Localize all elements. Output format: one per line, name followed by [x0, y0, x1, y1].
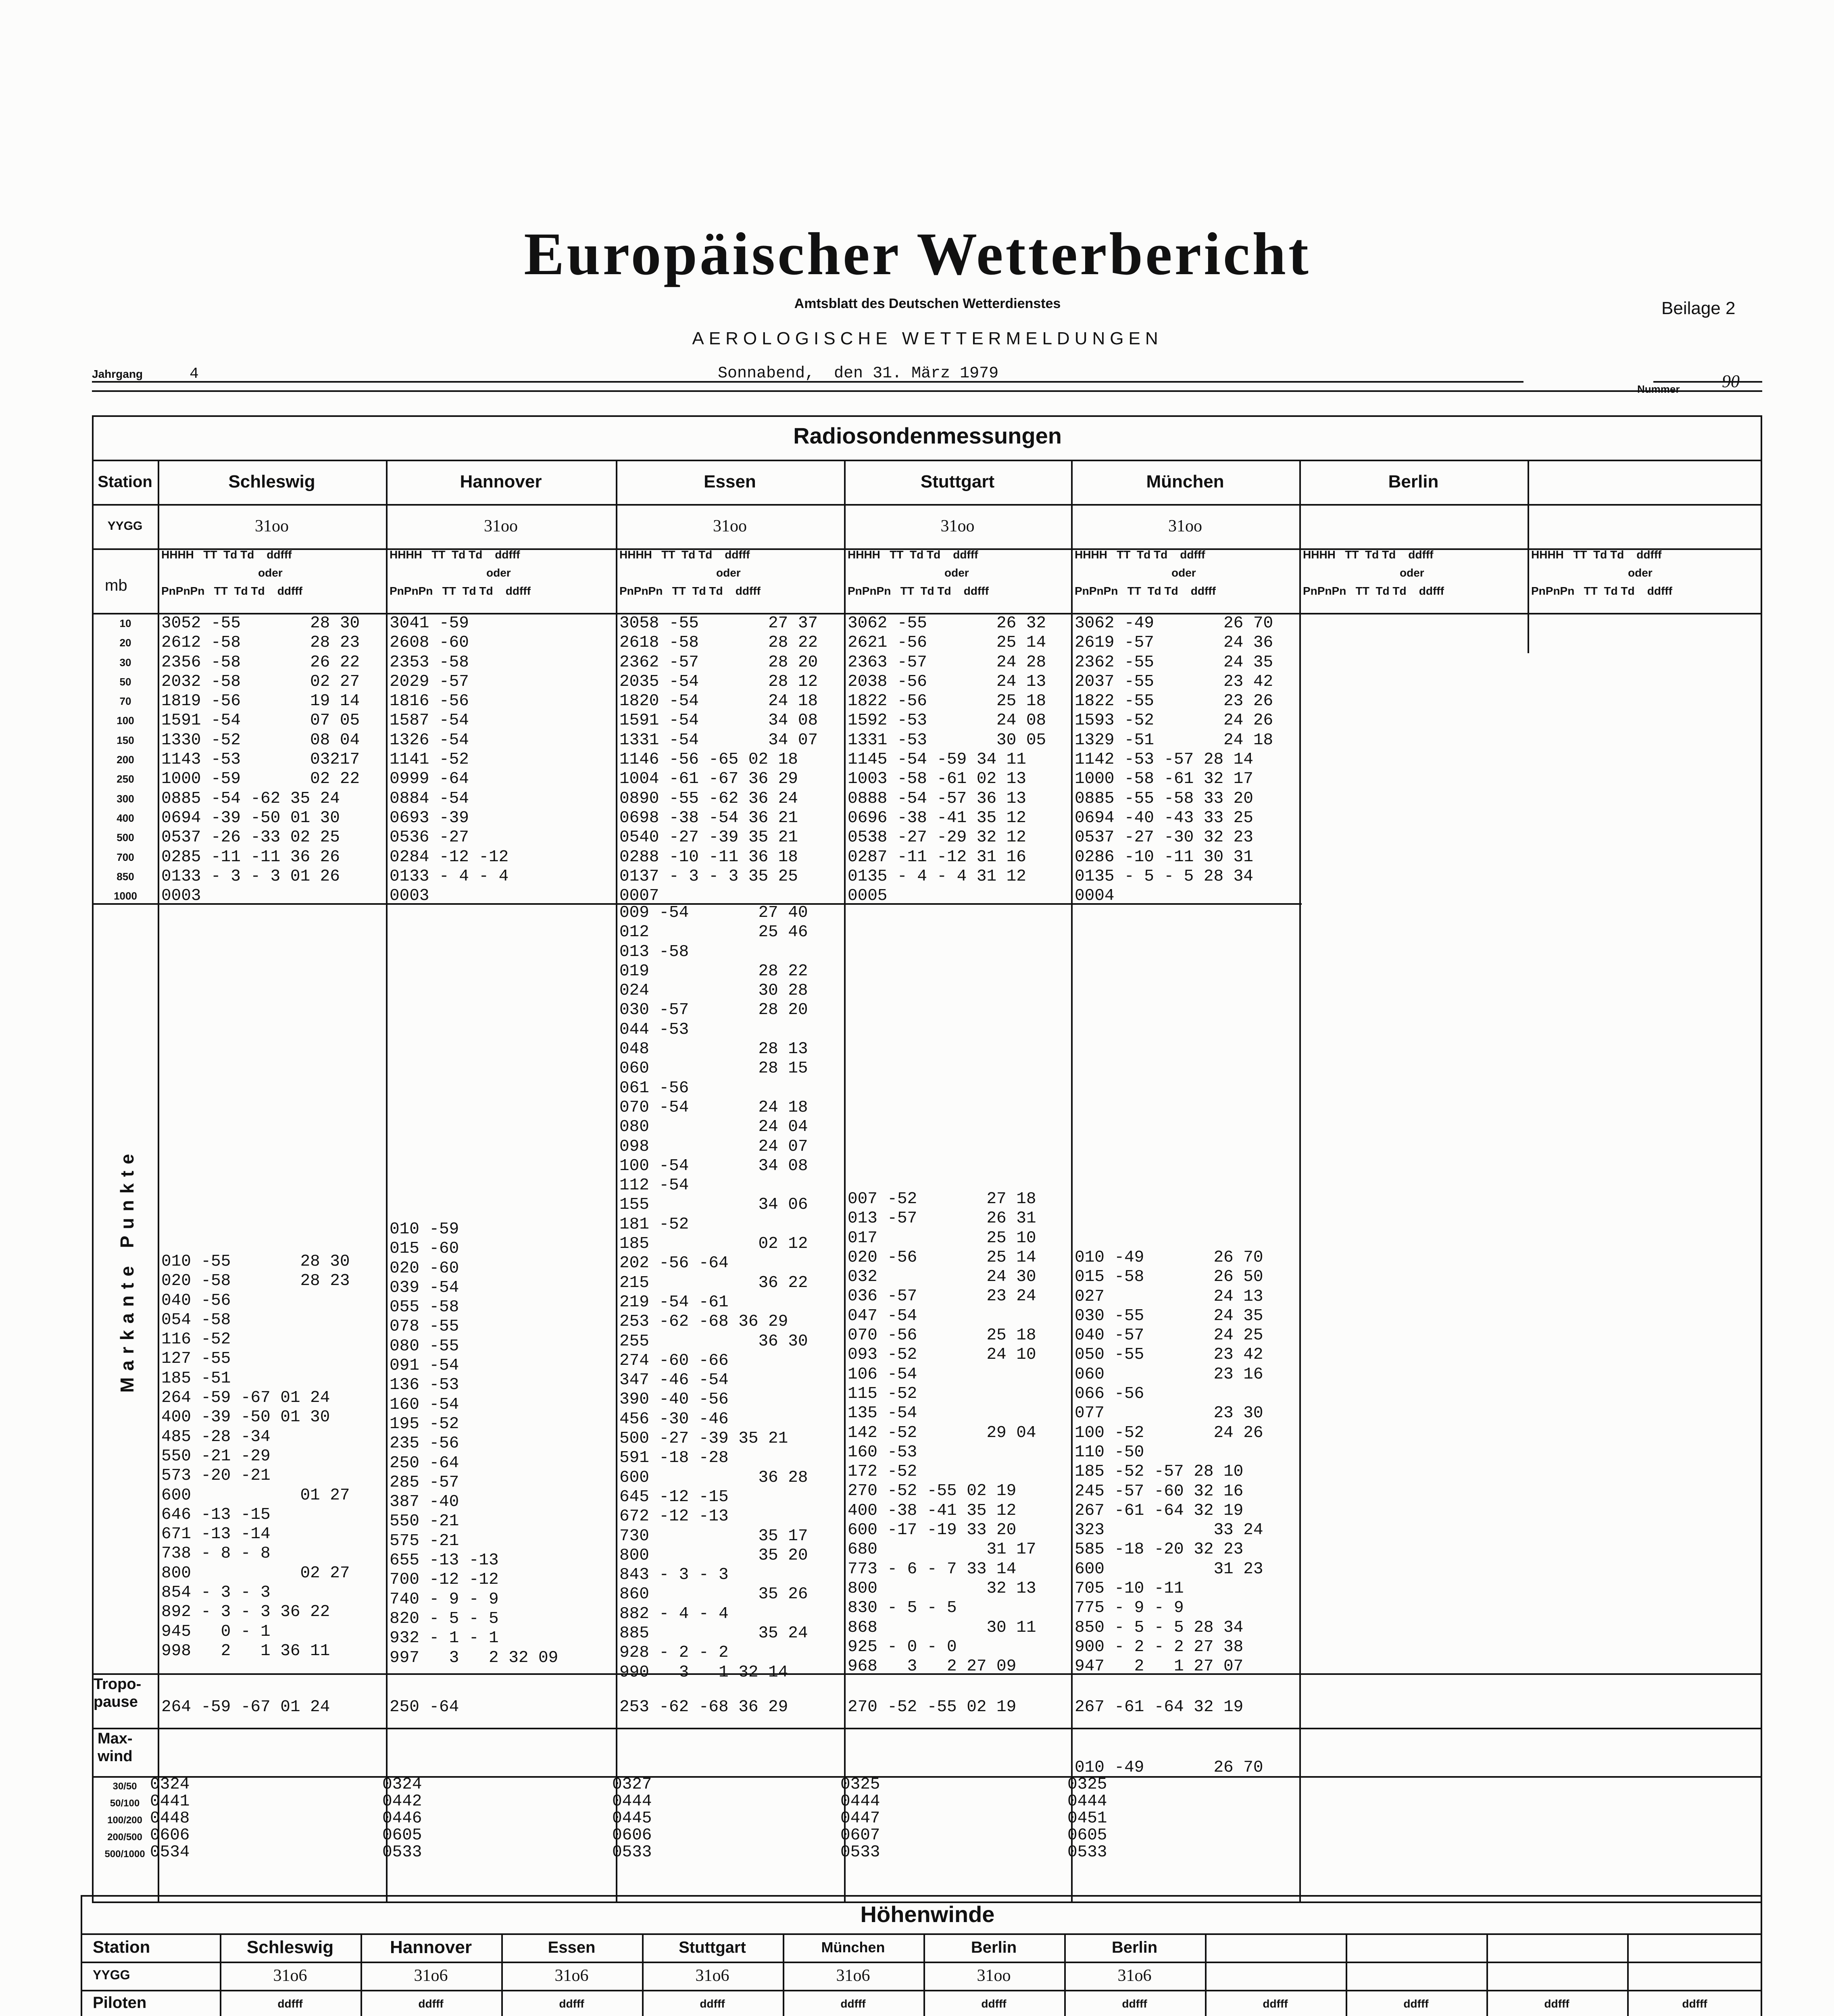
column-subheader: HHHH TT Td Td ddfff [390, 548, 520, 561]
piloten-ddfff: ddfff [1682, 1997, 1707, 2010]
col-rule [158, 460, 159, 1903]
piloten-ddfff: ddfff [981, 1997, 1007, 2010]
wind-station: Hannover [390, 1937, 472, 1957]
significant-points-stuttgart: 007 -52 27 18 013 -57 26 31 017 25 10 020 -56 25 14 032 24 30 036 -57 23 24 047 -54 070 -56 25 18 093 -52 24 10 106 -54 115 -52 135 -54 142 -52 29 04 160 -53 172 -52 270 -52 -55 02 19 400 -38 -41 35 12 600 -17 -19 33 20 680 31 17 773 - 6 - 7 33 14 800 32 13 830 - 5 - 5 868 30 11 925 - 0 - 0 968 3 2 27 09 [848, 1190, 1036, 1676]
station-name: München [1146, 472, 1224, 492]
col-rule [1299, 460, 1301, 1903]
level-label: 1000 [114, 890, 137, 902]
page-title: Europäischer Wetterbericht [524, 221, 1311, 287]
thickness-level-label: 30/50 [113, 1781, 137, 1792]
yygg-value: 31oo [1168, 517, 1202, 535]
issue-date: Sonnabend, den 31. März 1979 [718, 364, 999, 383]
wind-station: Essen [548, 1938, 596, 1956]
yygg-label: YYGG [107, 519, 143, 533]
level-label: 700 [117, 851, 134, 863]
tropopause-muenchen: 267 -61 -64 32 19 [1075, 1698, 1244, 1716]
station-name: Schleswig [228, 472, 315, 492]
column-subheader: HHHH TT Td Td ddfff [619, 548, 750, 561]
nummer-value: 90 [1722, 371, 1740, 391]
level-label: 30 [119, 656, 131, 669]
column-subheader: HHHH TT Td Td ddfff [161, 548, 292, 561]
column-subheader-oder: oder [1628, 566, 1653, 579]
level-label: 50 [119, 675, 131, 688]
wind-station: Berlin [1111, 1938, 1158, 1956]
significant-points-hannover: 010 -59 015 -60 020 -60 039 -54 055 -58 078 -55 080 -55 091 -54 136 -53 160 -54 195 -52 235 -56 250 -64 285 -57 387 -40 550 -21 575 -21 655 -13 -13 700 -12 -12 740 - 9 - 9 820 - 5 - 5 932 - 1 - 1 997 3 2 32 09 [390, 1220, 559, 1667]
standard-levels-hannover: 3041 -59 2608 -60 2353 -58 2029 -57 1816 -56 1587 -54 1326 -54 1141 -52 0999 -64 0884 -54 0693 -39 0536 -27 0284 -12 -12 0133 - 4 - 4 0003 [390, 614, 509, 906]
column-subheader: HHHH TT Td Td ddfff [1075, 548, 1205, 561]
wind-station: München [821, 1939, 885, 1956]
standard-levels-schleswig: 3052 -55 28 30 2612 -58 28 23 2356 -58 26 22 2032 -58 02 27 1819 -56 19 14 1591 -54 07 05 1330 -52 08 04 1143 -53 03217 1000 -59 02 22 0885 -54 -62 35 24 0694 -39 -50 01 30 0537 -26 -33 02 25 0285 -11 -11 36 26 0133 - 3 - 3 01 26 0003 [161, 614, 360, 906]
wind-yygg: 31o6 [414, 1966, 448, 1985]
nummer-label: Nummer [1637, 383, 1680, 395]
rule [92, 1728, 1762, 1729]
wind-yygg: 31oo [977, 1966, 1011, 1985]
significant-points-muenchen: 010 -49 26 70 015 -58 26 50 027 24 13 030 -55 24 35 040 -57 24 25 050 -55 23 42 060 23 16 066 -56 077 23 30 100 -52 24 26 110 -50 185 -52 -57 28 10 245 -57 -60 32 16 267 -61 -64 32 19 323 33 24 585 -18 -20 32 23 600 31 23 705 -10 -11 775 - 9 - 9 850 - 5 - 5 28 34 900 - 2 - 2 27 38 947 2 1 27 07 [1075, 1248, 1263, 1676]
level-label: 250 [117, 773, 134, 785]
column-subheader: HHHH TT Td Td ddfff [848, 548, 978, 561]
piloten-ddfff: ddfff [1122, 1997, 1147, 2010]
level-label: 300 [117, 792, 134, 805]
winds-yygg-label: YYGG [93, 1968, 130, 1982]
thickness-muenchen: 0325 0444 0451 0605 0533 [1067, 1775, 1107, 1862]
standard-levels-stuttgart: 3062 -55 26 32 2621 -56 25 14 2363 -57 24 28 2038 -56 24 13 1822 -56 25 18 1592 -53 24 08 1331 -53 30 05 1145 -54 -59 34 11 1003 -58 -61 02 13 0888 -54 -57 36 13 0696 -38 -41 35 12 0538 -27 -29 32 12 0287 -11 -12 31 16 0135 - 4 - 4 31 12 0005 [848, 614, 1046, 906]
level-label: 100 [117, 714, 134, 727]
level-label: 70 [119, 695, 131, 708]
station-label: Station [98, 473, 152, 491]
tropopause-hannover: 250 -64 [390, 1698, 459, 1716]
station-name: Hannover [460, 472, 542, 492]
winds-station-label: Station [93, 1937, 150, 1956]
station-name: Berlin [1388, 472, 1439, 492]
subtitle: Amtsblatt des Deutschen Wetterdienstes [794, 296, 1061, 311]
significant-points-schleswig: 010 -55 28 30 020 -58 28 23 040 -56 054 -58 116 -52 127 -55 185 -51 264 -59 -67 01 24 400 -39 -50 01 30 485 -28 -34 550 -21 -29 573 -20 -21 600 01 27 646 -13 -15 671 -13 -14 738 - 8 - 8 800 02 27 854 - 3 - 3 892 - 3 - 3 36 22 945 0 - 1 998 2 1 36 11 [161, 1252, 350, 1660]
thickness-essen: 0327 0444 0445 0606 0533 [612, 1775, 652, 1862]
wind-yygg: 31o6 [1117, 1966, 1152, 1985]
piloten-ddfff: ddfff [418, 1997, 444, 2010]
column-subheader-oder: oder [1400, 566, 1424, 579]
winds-piloten-label: Piloten [93, 1994, 147, 2012]
col-rule [1071, 460, 1073, 1903]
mb-label: mb [105, 577, 127, 594]
maxwind-label: Max- wind [98, 1730, 133, 1765]
tropopause-schleswig: 264 -59 -67 01 24 [161, 1698, 330, 1716]
column-subheader-oder: oder [716, 566, 741, 579]
piloten-ddfff: ddfff [277, 1997, 303, 2010]
thickness-schleswig: 0324 0441 0448 0606 0534 [150, 1775, 190, 1862]
column-subheader-oder: oder [258, 566, 283, 579]
significant-points-essen: 009 -54 27 40 012 25 46 013 -58 019 28 22 024 30 28 030 -57 28 20 044 -53 048 28 13 060 28 15 061 -56 070 -54 24 18 080 24 04 098 24 07 100 -54 34 08 112 -54 155 34 06 181 -52 185 02 12 202 -56 -64 215 36 22 219 -54 -61 253 -62 -68 36 29 255 36 30 274 -60 -66 347 -46 -54 390 -40 -56 456 -30 -46 500 -27 -39 35 21 591 -18 -28 600 36 28 645 -12 -15 672 -12 -13 730 35 17 800 35 20 843 - 3 - 3 860 35 26 882 - 4 - 4 885 35 24 928 - 2 - 2 990 3 1 32 14 [619, 904, 808, 1682]
thickness-stuttgart: 0325 0444 0447 0607 0533 [840, 1775, 880, 1862]
winds-title: Höhenwinde [860, 1901, 995, 1927]
column-subheader: PnPnPn TT Td Td ddfff [390, 585, 531, 597]
yygg-value: 31oo [255, 517, 289, 535]
standard-levels-muenchen: 3062 -49 26 70 2619 -57 24 36 2362 -55 24 35 2037 -55 23 42 1822 -55 23 26 1593 -52 24 26 1329 -51 24 18 1142 -53 -57 28 14 1000 -58 -61 32 17 0885 -55 -58 33 20 0694 -40 -43 33 25 0537 -27 -30 32 23 0286 -10 -11 30 31 0135 - 5 - 5 28 34 0004 [1075, 614, 1273, 906]
beilage-label: Beilage 2 [1661, 298, 1736, 318]
wind-station: Berlin [971, 1938, 1017, 1956]
col-rule [1528, 460, 1529, 653]
column-subheader: PnPnPn TT Td Td ddfff [1075, 585, 1216, 597]
column-subheader: HHHH TT Td Td ddfff [1531, 548, 1662, 561]
level-label: 850 [117, 870, 134, 883]
wind-yygg: 31o6 [554, 1966, 589, 1985]
markante-label: Markante Punkte [117, 1147, 138, 1393]
column-subheader: PnPnPn TT Td Td ddfff [1531, 585, 1672, 597]
column-subheader-oder: oder [486, 566, 511, 579]
station-name: Essen [704, 472, 756, 492]
level-label: 20 [119, 637, 131, 649]
maxwind-muenchen: 010 -49 26 70 [1075, 1758, 1263, 1777]
wind-yygg: 31o6 [836, 1966, 870, 1985]
tropopause-stuttgart: 270 -52 -55 02 19 [848, 1698, 1017, 1716]
piloten-ddfff: ddfff [1544, 1997, 1569, 2010]
jahrgang-label: Jahrgang [92, 368, 143, 380]
thickness-level-label: 500/1000 [104, 1849, 145, 1860]
section-heading: AEROLOGISCHE WETTERMELDUNGEN [692, 329, 1163, 348]
col-rule [616, 460, 617, 1903]
column-subheader: PnPnPn TT Td Td ddfff [619, 585, 761, 597]
column-subheader: PnPnPn TT Td Td ddfff [848, 585, 989, 597]
thickness-level-label: 200/500 [107, 1832, 142, 1843]
level-label: 150 [117, 734, 134, 746]
wind-yygg: 31o6 [695, 1966, 729, 1985]
thickness-hannover: 0324 0442 0446 0605 0533 [382, 1775, 422, 1862]
level-label: 200 [117, 754, 134, 766]
piloten-ddfff: ddfff [840, 1997, 866, 2010]
column-subheader: PnPnPn TT Td Td ddfff [1303, 585, 1444, 597]
piloten-ddfff: ddfff [700, 1997, 725, 2010]
level-labels [0, 614, 137, 906]
station-name: Stuttgart [920, 472, 995, 492]
column-subheader: HHHH TT Td Td ddfff [1303, 548, 1434, 561]
wind-station: Schleswig [246, 1937, 334, 1957]
thickness-labels [94, 1778, 156, 1863]
thickness-level-label: 50/100 [110, 1798, 140, 1809]
yygg-value: 31oo [940, 517, 975, 535]
level-label: 500 [117, 831, 134, 844]
level-label: 10 [119, 617, 131, 629]
jahrgang-value: 4 [190, 365, 199, 383]
tropopause-label: Tropo- pause [94, 1676, 142, 1710]
piloten-ddfff: ddfff [1403, 1997, 1429, 2010]
yygg-value: 31oo [713, 517, 747, 535]
standard-levels-essen: 3058 -55 27 37 2618 -58 28 22 2362 -57 28 20 2035 -54 28 12 1820 -54 24 18 1591 -54 34 08 1331 -54 34 07 1146 -56 -65 02 18 1004 -61 -67 36 29 0890 -55 -62 36 24 0698 -38 -54 36 21 0540 -27 -39 35 21 0288 -10 -11 36 18 0137 - 3 - 3 35 25 0007 [619, 614, 818, 906]
piloten-ddfff: ddfff [559, 1997, 584, 2010]
column-subheader: PnPnPn TT Td Td ddfff [161, 585, 302, 597]
header-rule [92, 381, 1523, 383]
wind-yygg: 31o6 [273, 1966, 307, 1985]
level-label: 400 [117, 812, 134, 824]
header-rule-lower [92, 390, 1762, 392]
tropopause-essen: 253 -62 -68 36 29 [619, 1698, 788, 1716]
radiosonde-title: Radiosondenmessungen [793, 423, 1062, 448]
thickness-level-label: 100/200 [107, 1815, 142, 1826]
wind-station: Stuttgart [679, 1938, 746, 1956]
header-rule-right [1653, 381, 1762, 383]
col-rule [844, 460, 846, 1903]
piloten-ddfff: ddfff [1263, 1997, 1288, 2010]
column-subheader-oder: oder [1171, 566, 1196, 579]
col-rule [386, 460, 388, 1903]
yygg-value: 31oo [484, 517, 518, 535]
rule [92, 1776, 1762, 1778]
column-subheader-oder: oder [944, 566, 969, 579]
